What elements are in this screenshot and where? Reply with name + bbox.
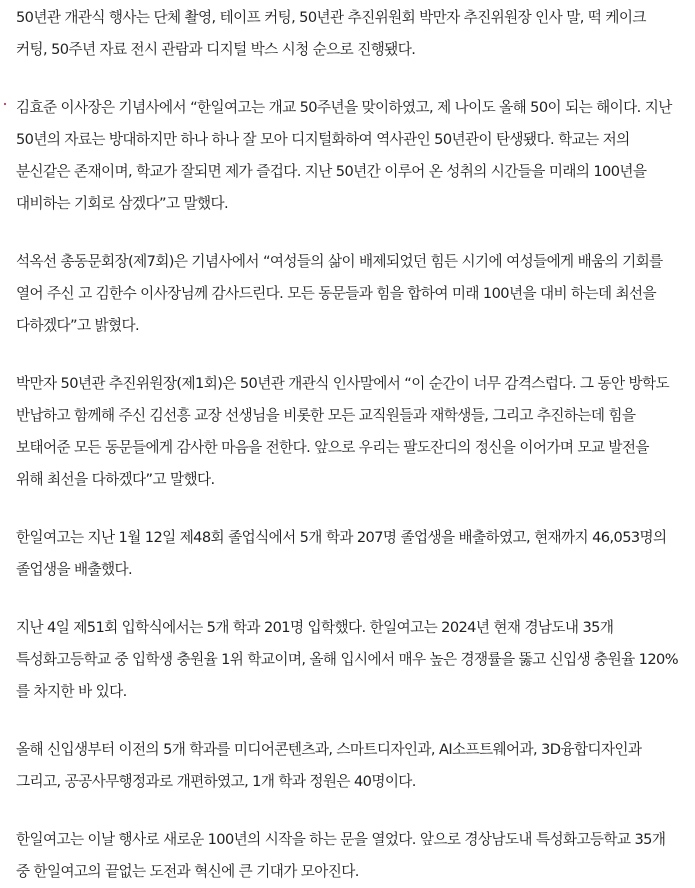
paragraph-committee-speech: 박만자 50년관 추진위원장(제1회)은 50년관 개관식 인사말에서 “이 순간이 너무 감격스럽다. 그 동안 방학도 반납하고 함께해 주신 김선흥 교장 선생님을 비롯한 모든 교직원들과 재학생들, 그리고 추진하는데 힘을 보태어준 모든 동문들에게 감사한 마음을 전한다. 앞으로 우리는 팔도잔디의 정신을 이어가며 모교 발전을 위해 최선을 다하겠다”고 말했다.	[16, 375, 669, 488]
paragraph-gap	[16, 220, 678, 246]
paragraph-gap	[16, 708, 678, 734]
paragraph-admission: 지난 4일 제51회 입학식에서는 5개 학과 201명 입학했다. 한일여고는 2024년 현재 경남도내 35개 특성화고등학교 중 입학생 충원율 1위 학교이며, 올해 입시에서 매우 높은 경쟁률을 뚫고 신입생 충원율 120%를 차지한 바 있다.	[16, 619, 678, 700]
paragraph-gap	[16, 66, 678, 92]
paragraph-closing: 한일여고는 이날 행사로 새로운 100년의 시작을 하는 문을 열었다. 앞으로 경상남도내 특성화고등학교 35개 중 한일여고의 끝없는 도전과 혁신에 큰 기대가 모아진다.	[16, 831, 666, 880]
margin-mark	[4, 103, 6, 105]
paragraph-departments: 올해 신입생부터 이전의 5개 학과를 미디어콘텐츠과, 스마트디자인과, AI소프트웨어과, 3D융합디자인과 그리고, 공공사무행정과로 개편하였고, 1개 학과 정원은 40명이다.	[16, 741, 642, 790]
paragraph-gap	[16, 798, 678, 824]
paragraph-opening-ceremony: 50년관 개관식 행사는 단체 촬영, 테이프 커팅, 50년관 추진위원회 박만자 추진위원장 인사 말, 떡 케이크 커팅, 50주년 자료 전시 관람과 디지털 박스 시청 순으로 진행됐다.	[16, 9, 646, 58]
paragraph-gap	[16, 496, 678, 522]
paragraph-gap	[16, 586, 678, 612]
article-body	[16, 0, 678, 888]
paragraph-alumni-speech: 석옥선 총동문회장(제7회)은 기념사에서 “여성들의 삶이 배제되었던 힘든 시기에 여성들에게 배움의 기회를 열어 주신 고 김한수 이사장님께 감사드린다. 모든 동문들과 힘을 합하여 미래 100년을 대비 하는데 최선을 다하겠다”고 밝혔다.	[16, 253, 663, 334]
paragraph-chairman-speech: 김효준 이사장은 기념사에서 “한일여고는 개교 50주년을 맞이하였고, 제 나이도 올해 50이 되는 해이다. 지난 50년의 자료는 방대하지만 하나 하나 잘 모아 디지털화하여 역사관인 50년관이 탄생됐다. 학교는 저의 분신같은 존재이며, 학교가 잘되면 제가 즐겁다. 지난 50년간 이루어 온 성취의 시간들을 미래의 100년을 대비하는 기회로 삼겠다”고 말했다.	[16, 99, 672, 212]
paragraph-gap	[16, 342, 678, 368]
paragraph-graduation: 한일여고는 지난 1월 12일 제48회 졸업식에서 5개 학과 207명 졸업생을 배출하였고, 현재까지 46,053명의 졸업생을 배출했다.	[16, 529, 667, 578]
